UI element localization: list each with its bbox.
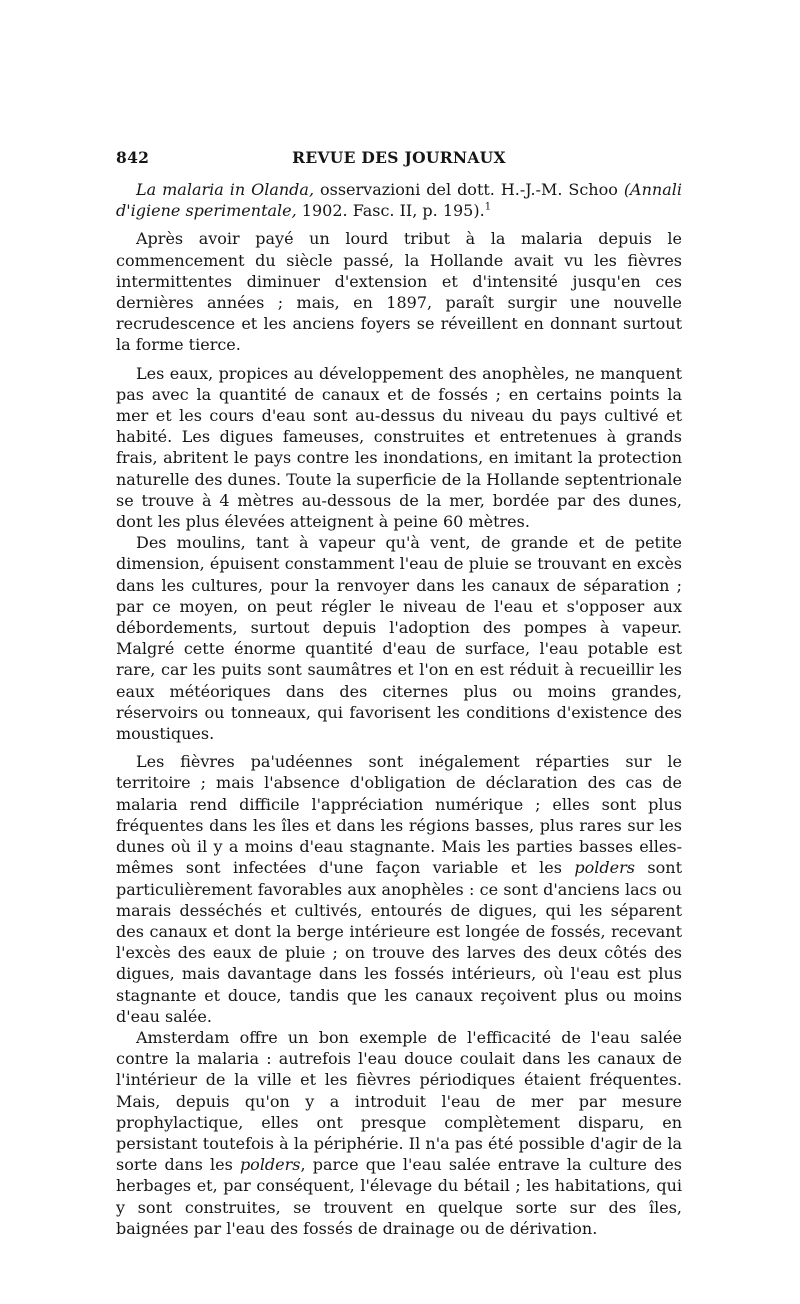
article-details: 1902. Fasc. II, p. 195). [296,201,485,221]
paragraph-4-term: polders [574,858,635,878]
journal-page [116,148,682,1239]
article-citation [116,179,682,221]
paragraph-5-text-b: , parce que l'eau salée entrave la culture des herbages et, par conséquent, l'élevage du bétail ; les habitations, qui y sont construites, se trouvent en quelque sorte sur des îles, baignées par l'eau des fossés de drainage ou de dérivation. [116,1155,682,1238]
paragraph-5-term: polders [239,1155,301,1175]
paragraph-2: Les eaux, propices au développement des anophèles, ne manquent pas avec la quantité de canaux et de fossés ; en certains points la mer et les cours d'eau sont au-dessus du niveau du pays cultivé et habité. Les digues fameuses, construites et entretenues à grands frais, abritent le pays contre les inondations, en imitant la protection naturelle des dunes. Toute la superficie de la Hollande septentrionale se trouve à 4 mètres au-dessous de la mer, bordée par des dunes, dont les plus élevées atteignent à peine 60 mètres. [116,363,682,532]
paragraph-4-text-a: Les fièvres pa'udéennes sont inégalement réparties sur le territoire ; mais l'absence d'obligation de déclaration des cas de malaria rend difficile l'appréciation numérique ; elles sont plus fréquentes dans les îles et dans les régions basses, plus rares sur les dunes où il y a moins d'eau stagnante. Mais les parties basses elles-mêmes sont infectées d'une façon variable et les [116,752,682,878]
footnote-mark: 1 [484,201,492,213]
paragraph-4 [116,751,682,1027]
article-title: La malaria in Olanda, [136,180,315,199]
paragraph-5-text-a: Amsterdam offre un bon exemple de l'efficacité de l'eau salée contre la malaria : autrefois l'eau douce coulait dans les canaux de l'intérieur de la ville et les fièvres périodiques étaient fréquentes. Mais, depuis qu'on y a introduit l'eau de mer par mesure prophylactique, elles ont presque complètement disparu, en persistant toutefois à la périphérie. Il n'a pas été possible d'agir de la sorte dans les [116,1027,682,1175]
article-body [116,228,682,1239]
paragraph-4-text-b: sont particulièrement favorables aux anophèles : ce sont d'anciens lacs ou marais desséchés et cultivés, entourés de digues, qui les séparent des canaux et dont la berge intérieure est longée de fossés, recevant l'excès des eaux de pluie ; on trouve des larves des deux côtés des digues, mais davantage dans les fossés intérieurs, où l'eau est plus stagnante et douce, tandis que les canaux reçoivent plus ou moins d'eau salée. [116,858,683,1026]
paragraph-1: Après avoir payé un lourd tribut à la malaria depuis le commencement du siècle passé, la Hollande avait vu les fièvres intermittentes diminuer d'extension et d'intensité jusqu'en ces dernières années ; mais, en 1897, paraît surgir une nouvelle recrudescence et les anciens foyers se réveillent en donnant surtout la forme tierce. [116,229,682,355]
page-number: 842 [116,148,150,167]
paragraph-5 [116,1027,682,1239]
paragraph-3: Des moulins, tant à vapeur qu'à vent, de grande et de petite dimension, épuisent constamment l'eau de pluie se trouvant en excès dans les cultures, pour la renvoyer dans les canaux de séparation ; par ce moyen, on peut régler le niveau de l'eau et s'opposer aux débordements, surtout depuis l'adoption des pompes à vapeur. Malgré cette énorme quantité d'eau de surface, l'eau potable est rare, car les puits sont saumâtres et l'on en est réduit à recueillir les eaux météoriques dans des citernes plus ou moins grandes, réservoirs ou tonneaux, qui favorisent les conditions d'existence des moustiques. [116,533,682,744]
journal-title: REVUE DES JOURNAUX [292,148,506,167]
article-source: (Annali d'igiene sperimentale, [116,180,682,221]
article-authors: osservazioni del dott. H.-J.-M. Schoo [314,180,624,199]
running-head [116,148,682,172]
